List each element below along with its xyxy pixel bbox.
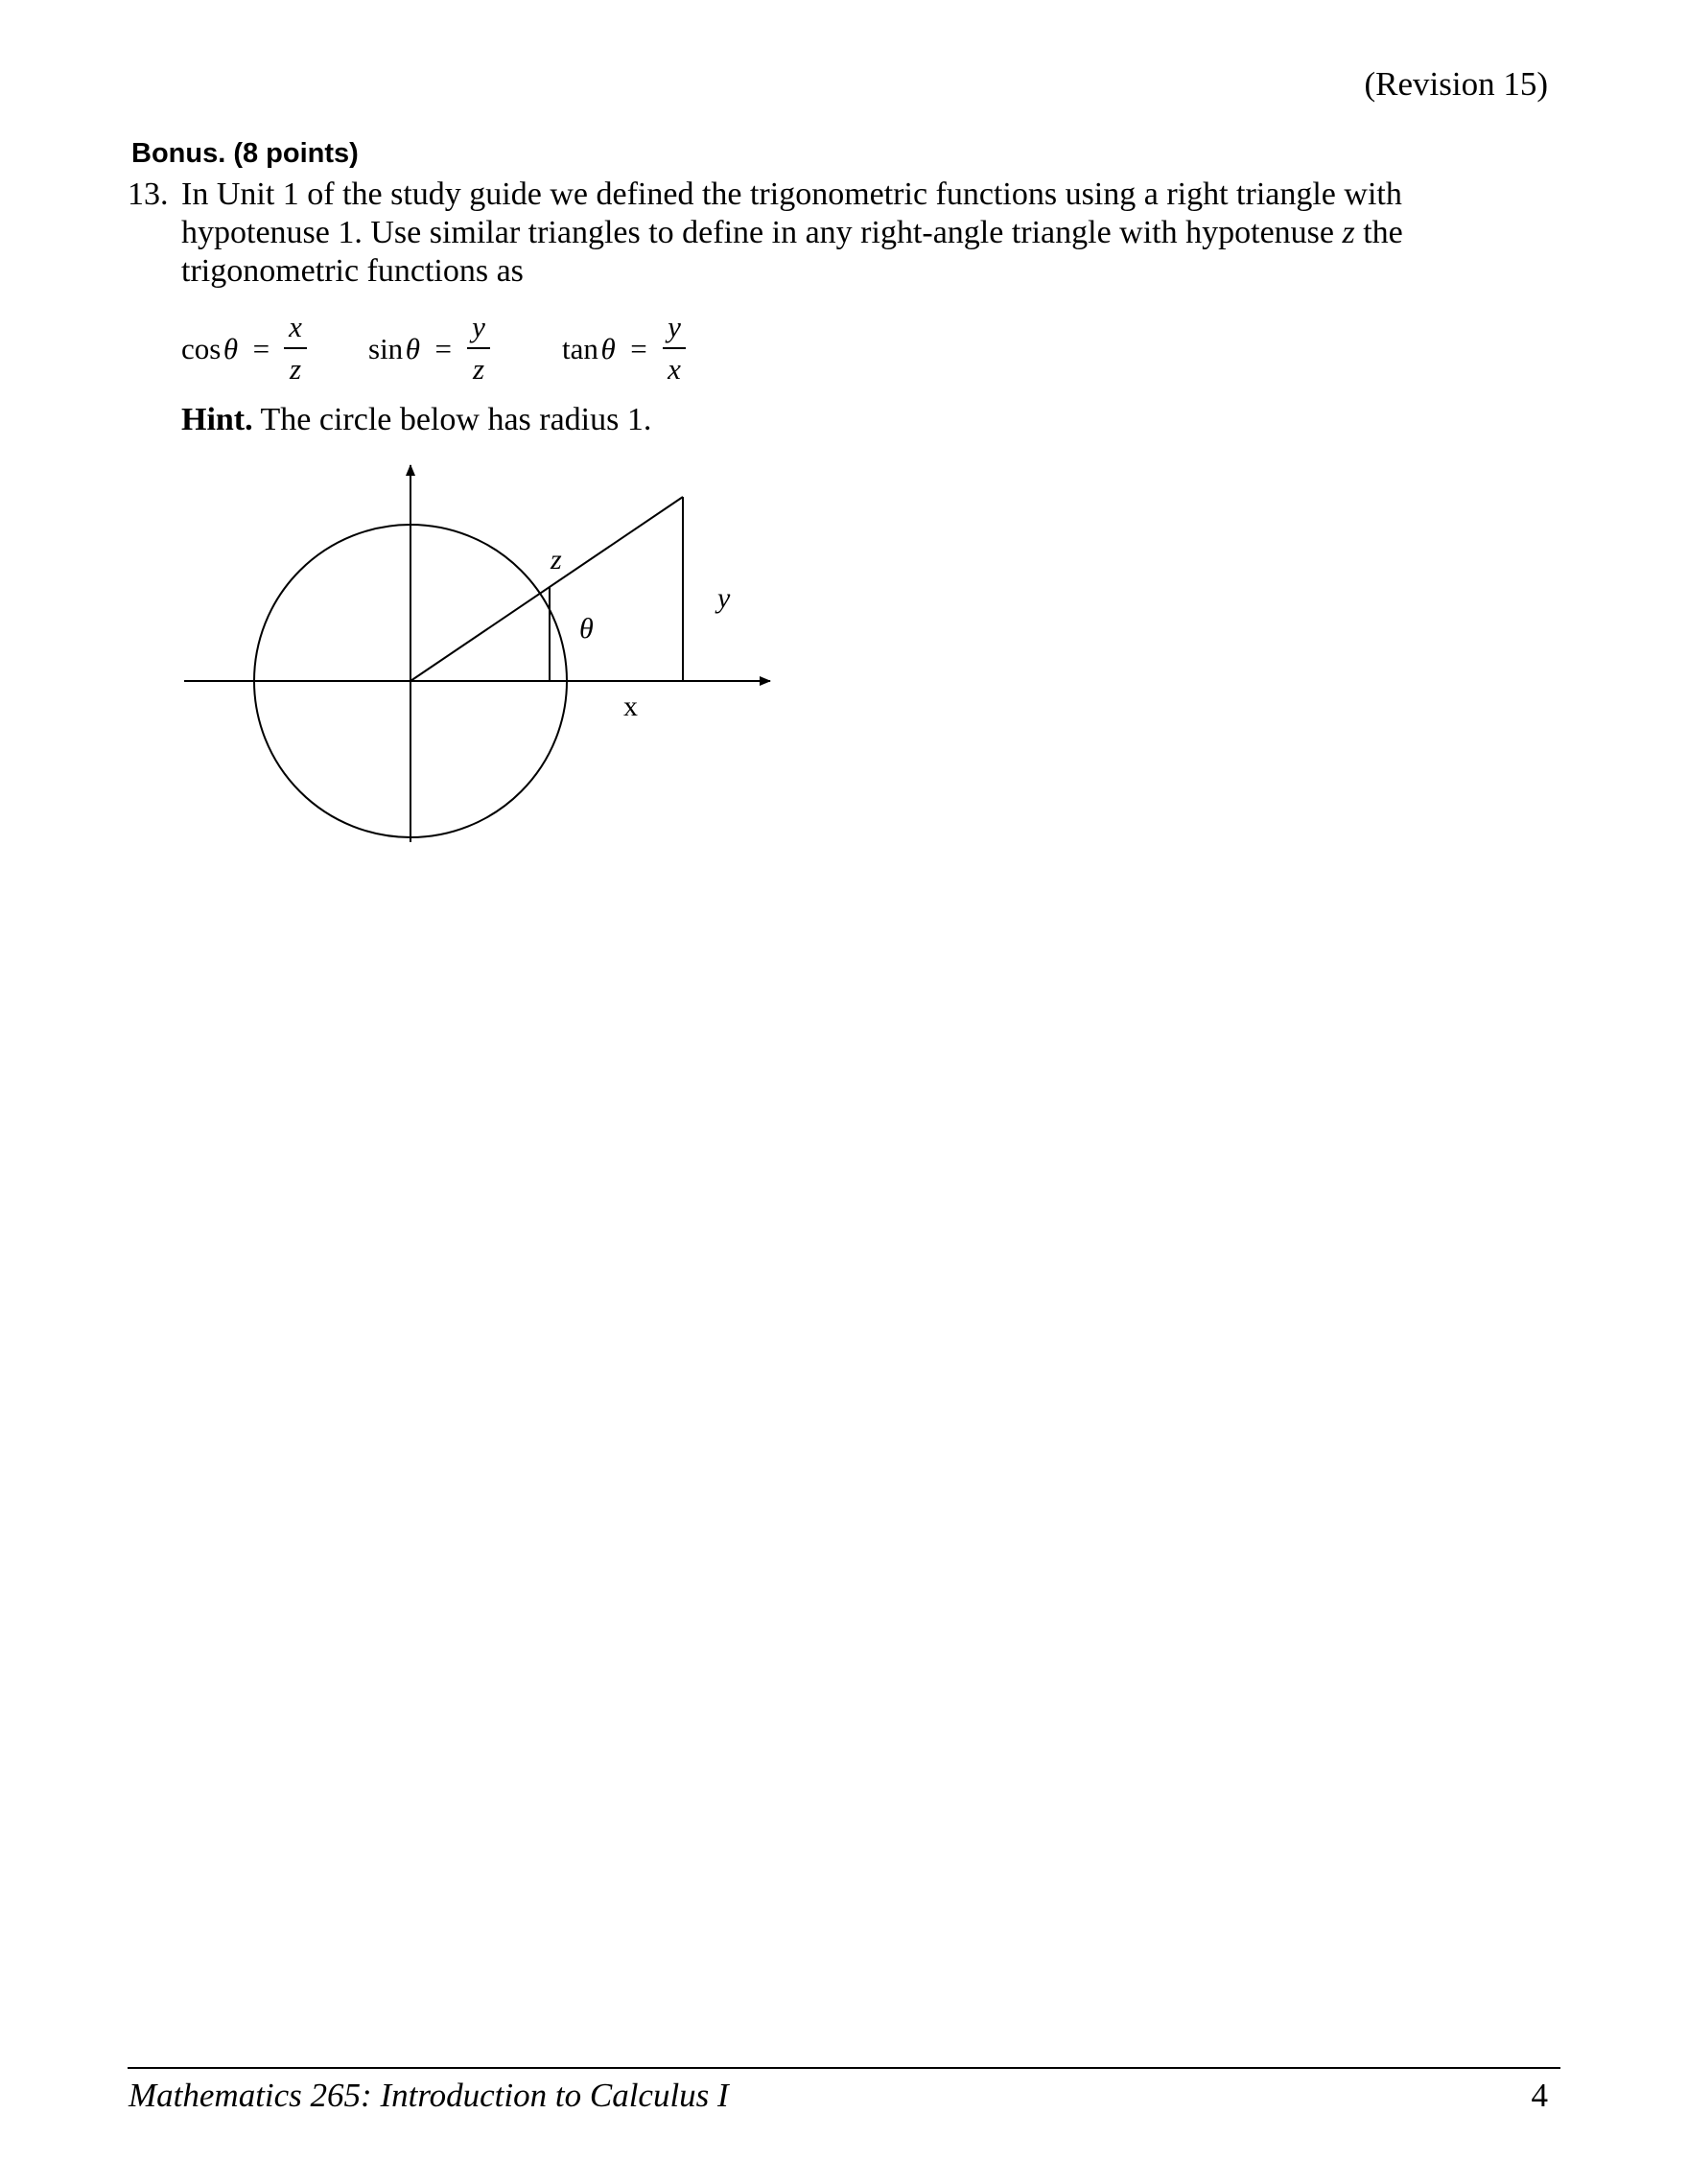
formula-sin-equals: = [434, 332, 452, 365]
footer-page-number: 4 [1531, 2077, 1548, 2114]
problem-text-part1: In Unit 1 of the study guide we defined the trigonometric functions using a right triangle with hypotenuse 1. Use similar triangles to define in any right-angle triangle with hypotenuse [181, 176, 1402, 250]
formula-cos-lhs [181, 330, 270, 368]
hint-label: Hint. [181, 402, 253, 437]
formula-tan-theta: θ [600, 332, 616, 365]
formula-cos-fraction [281, 309, 310, 387]
formula-sin-fraction [464, 309, 493, 387]
problem-text [181, 176, 1461, 291]
formula-sin-lhs [368, 330, 452, 368]
formula-tan-numerator: y [668, 310, 681, 343]
fraction-bar [663, 347, 686, 349]
unit-circle-diagram [173, 460, 796, 863]
formula-sin-function: sin [368, 332, 404, 365]
label-theta: θ [579, 613, 594, 645]
formula-cos-denominator: z [289, 352, 302, 386]
fraction-bar [467, 347, 490, 349]
revision-label: (Revision 15) [1364, 65, 1548, 103]
formula-cos-function: cos [181, 332, 222, 365]
section-title: Bonus. (8 points) [131, 138, 359, 169]
label-z: z [551, 544, 562, 575]
formula-sin-theta: θ [405, 332, 421, 365]
formula-tan-lhs [562, 330, 647, 368]
problem-13 [128, 176, 1461, 291]
formula-sin-denominator: z [472, 352, 485, 386]
formula-tan-function: tan [562, 332, 598, 365]
hint-text: The circle below has radius 1. [252, 402, 652, 437]
problem-number: 13. [128, 176, 169, 212]
hypotenuse-line [410, 497, 683, 681]
formula-tan-fraction [660, 309, 689, 387]
hint [181, 399, 651, 441]
formula-tan-denominator: x [668, 352, 681, 386]
footer-course-title: Mathematics 265: Introduction to Calculus I [129, 2077, 729, 2114]
formula-cos-numerator: x [289, 310, 302, 343]
footer-divider [128, 2067, 1560, 2069]
label-y: y [717, 582, 731, 614]
unit-circle-svg [173, 460, 796, 863]
problem-text-part2: the trigonometric functions as [181, 215, 1403, 289]
formula-sin-numerator: y [472, 310, 485, 343]
formula-cos-equals: = [252, 332, 270, 365]
problem-text-variable: z [1342, 215, 1355, 250]
formula-cos-theta: θ [223, 332, 239, 365]
fraction-bar [284, 347, 307, 349]
label-x: x [623, 691, 638, 722]
formula-tan-equals: = [630, 332, 647, 365]
